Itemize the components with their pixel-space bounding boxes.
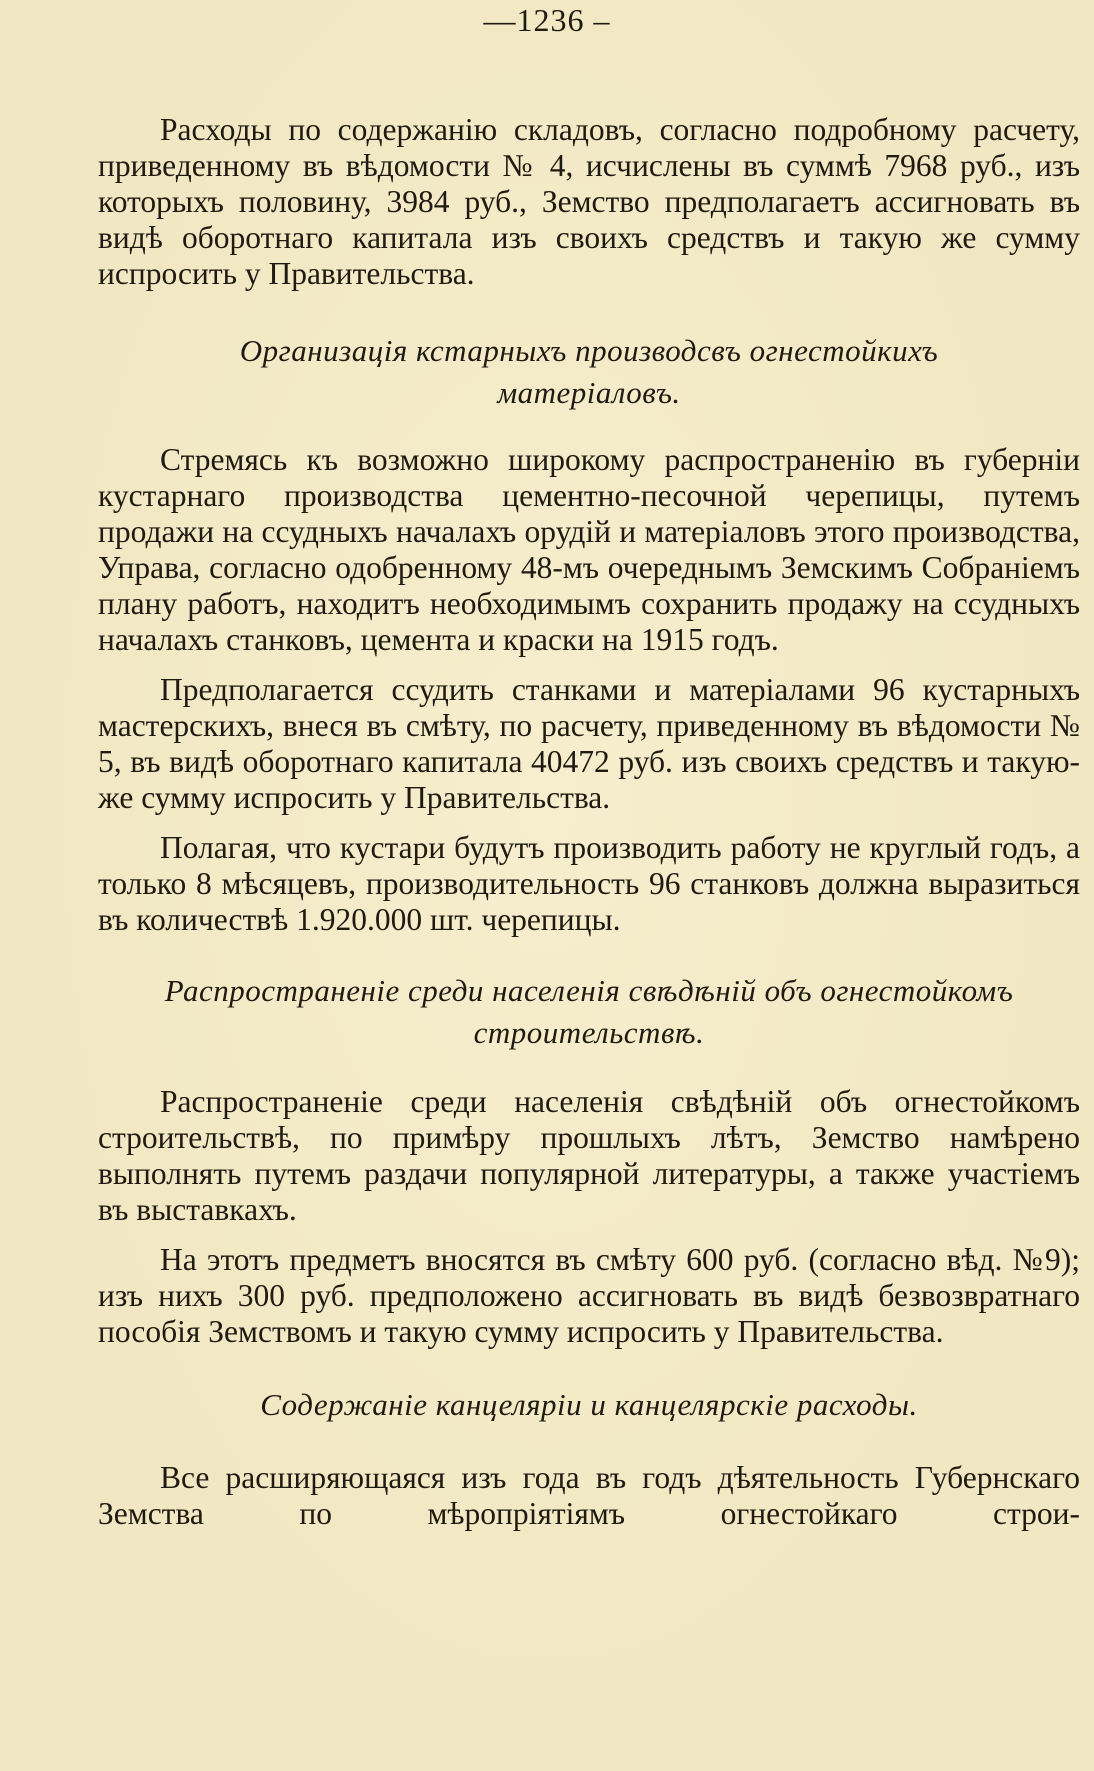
section-heading-information-spread: Распространеніе среди населенія свѣдѣній объ огнестойкомъ строительствѣ.: [164, 973, 1014, 1050]
section-heading-cottage-production: Организація кстарныхъ производсвъ огнестойкихъ матеріаловъ.: [239, 333, 939, 410]
paragraph-literature: Распространеніе среди населенія свѣдѣній объ огнестойкомъ строительствѣ, по примѣру прошлыхъ лѣтъ, Земство намѣрено выполнять путемъ раздачи популярной литературы, а также участіемъ въ выставкахъ.: [98, 1084, 1080, 1227]
page-number: —1236 –: [483, 2, 611, 38]
page-content: [98, 112, 1080, 1532]
section-heading-office-expenses: Содержаніе канцеляріи и канцелярскіе расходы.: [260, 1387, 918, 1422]
paragraph-expanding-activity: Все расширяющаяся изъ года въ годъ дѣятельность Губернскаго Земства по мѣропріятіямъ огнестойкаго строи-: [98, 1460, 1080, 1531]
paragraph-loan-workshops: Предполагается ссудить станками и матеріалами 96 кустарныхъ мастерскихъ, внеся въ смѣту, по расчету, приведенному въ вѣдомости № 5, въ видѣ оборотнаго капитала 40472 руб. изъ своихъ средствъ и такую-же сумму испросить у Правительства.: [98, 672, 1080, 815]
paragraph-warehouse-costs: Расходы по содержанію складовъ, согласно подробному расчету, приведенному въ вѣдомости № 4, исчислены въ суммѣ 7968 руб., изъ которыхъ половину, 3984 руб., Земство предполагаетъ ассигновать въ видѣ оборотнаго капитала изъ своихъ средствъ и такую же сумму испросить у Правительства.: [98, 112, 1080, 291]
paragraph-productivity: Полагая, что кустари будутъ производить работу не круглый годъ, а только 8 мѣсяцевъ, производительность 96 станковъ должна выразиться въ количествѣ 1.920.000 шт. черепицы.: [98, 830, 1080, 937]
paragraph-budget: На этотъ предметъ вносятся въ смѣту 600 руб. (согласно вѣд. №9); изъ нихъ 300 руб. предположено ассигновать въ видѣ безвозвратнаго пособія Земствомъ и такую сумму испросить у Правительства.: [98, 1242, 1080, 1349]
paragraph-tile-production: Стремясь къ возможно широкому распространенію въ губерніи кустарнаго производства цементно-песочной черепицы, путемъ продажи на ссудныхъ началахъ орудій и матеріаловъ этого производства, Управа, согласно одобренному 48-мъ очереднымъ Земскимъ Собраніемъ плану работъ, находитъ необходимымъ сохранить продажу на ссудныхъ началахъ станковъ, цемента и краски на 1915 годъ.: [98, 442, 1080, 657]
